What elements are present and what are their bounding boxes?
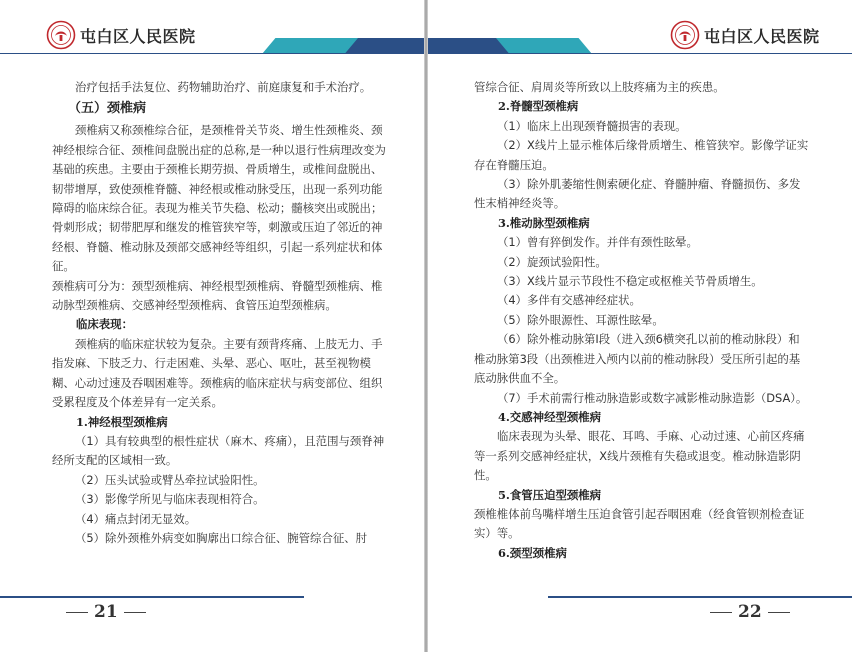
list-item: （7）手术前需行椎动脉造影或数字减影椎动脉造影（DSA）。 bbox=[497, 390, 808, 405]
left-page-body bbox=[52, 78, 386, 548]
page-number-text: 22 bbox=[738, 602, 762, 622]
left-header-band bbox=[0, 38, 424, 54]
hospital-name: 屯白区人民医院 bbox=[80, 26, 196, 46]
subheading: 临床表现： bbox=[76, 317, 133, 332]
paragraph: 颈椎椎体前鸟嘴样增生压迫食管引起吞咽困难（经食管钡剂检查证实）等。 bbox=[474, 506, 805, 541]
subheading: 1.神经根型颈椎病 bbox=[76, 414, 168, 429]
paragraph: 临床表现为头晕、眼花、耳鸣、手麻、心动过速、心前区疼痛等一系列交感神经症状，X线片颈椎有失稳或退变。椎动脉造影阴性。 bbox=[474, 429, 805, 483]
paragraph: 管综合征、肩周炎等所致以上肢疼痛为主的疾患。 bbox=[474, 80, 725, 94]
paragraph: 颈椎病又称颈椎综合征，是颈椎骨关节炎、增生性颈椎炎、颈神经根综合征、颈椎间盘脱出症的总称,是一种以退行性病理改变为基础的疾患。主要由于颈椎长期劳损、骨质增生，或椎间盘脱出、韧带增厚，致使颈椎脊髓、神经根或椎动脉受压，出现一系列功能障碍的临床综合征。表现为椎关节失稳、松动；髓核突出或脱出；骨刺形成；韧带肥厚和继发的椎管狭窄等，刺激或压迫了邻近的神经根、脊髓、椎动脉及颈部交感神经等组织，引起一系列症状和体征。 bbox=[52, 123, 386, 274]
left-page bbox=[0, 0, 424, 652]
paragraph: 治疗包括手法复位、药物辅助治疗、前庭康复和手术治疗。 bbox=[75, 80, 372, 94]
section-heading: （五）颈椎病 bbox=[68, 101, 147, 117]
page-number-text: 21 bbox=[94, 602, 118, 622]
list-item: （2）旋颈试验阳性。 bbox=[497, 254, 607, 269]
list-item: （1）临床上出现颈脊髓损害的表现。 bbox=[497, 118, 687, 133]
list-item: （1）曾有猝倒发作。并伴有颈性眩晕。 bbox=[497, 235, 698, 250]
list-item: （6）除外椎动脉第Ⅰ段（进入颈6横突孔以前的椎动脉段）和椎动脉第3段（出颈椎进入颅内以前的椎动脉段）受压所引起的基底动脉供血不全。 bbox=[474, 332, 801, 386]
paragraph: 颈椎病可分为：颈型颈椎病、神经根型颈椎病、脊髓型颈椎病、椎动脉型颈椎病、交感神经型颈椎病、食管压迫型颈椎病。 bbox=[52, 278, 383, 313]
list-item: （5）除外眼源性、耳源性眩晕。 bbox=[497, 312, 664, 327]
right-page-number bbox=[704, 602, 796, 622]
left-footer-rule bbox=[0, 596, 304, 598]
paragraph: 颈椎病的临床症状较为复杂。主要有颈背疼痛、上肢无力、手指发麻、下肢乏力、行走困难、头晕、恶心、呕吐，甚至视物模糊、心动过速及吞咽困难等。颈椎病的临床症状与病变部位、组织受累程度及个体差异有一定关系。 bbox=[52, 336, 383, 410]
subheading: 5.食管压迫型颈椎病 bbox=[498, 487, 602, 502]
list-item: （1）具有较典型的根性症状（麻木、疼痛），且范围与颈脊神经所支配的区域相一致。 bbox=[52, 433, 385, 468]
list-item: （4）痛点封闭无显效。 bbox=[75, 511, 197, 526]
subheading: 3.椎动脉型颈椎病 bbox=[498, 215, 590, 230]
subheading: 4.交感神经型颈椎病 bbox=[498, 409, 602, 424]
list-item: （3）X线片显示节段性不稳定或枢椎关节骨质增生。 bbox=[497, 274, 763, 289]
list-item: （5）除外颈椎外病变如胸廓出口综合征、腕管综合征、肘 bbox=[75, 530, 368, 545]
subheading: 2.脊髓型颈椎病 bbox=[498, 99, 579, 114]
list-item: （3）影像学所见与临床表现相符合。 bbox=[75, 492, 265, 507]
right-footer-rule bbox=[548, 596, 852, 598]
right-page-body bbox=[474, 78, 810, 563]
list-item: （3）除外肌萎缩性侧索硬化症、脊髓肿瘤、脊髓损伤、多发性末梢神经炎等。 bbox=[474, 177, 801, 211]
list-item: （4）多伴有交感神经症状。 bbox=[497, 293, 641, 308]
subheading: 6.颈型颈椎病 bbox=[498, 545, 567, 560]
right-header-band bbox=[428, 38, 852, 54]
right-page bbox=[428, 0, 852, 652]
list-item: （2）压头试验或臂丛牵拉试验阳性。 bbox=[75, 472, 265, 487]
hospital-name: 屯白区人民医院 bbox=[704, 26, 820, 46]
left-page-number bbox=[60, 602, 152, 622]
list-item: （2）X线片上显示椎体后缘骨质增生、椎管狭窄。影像学证实存在脊髓压迫。 bbox=[474, 138, 809, 172]
